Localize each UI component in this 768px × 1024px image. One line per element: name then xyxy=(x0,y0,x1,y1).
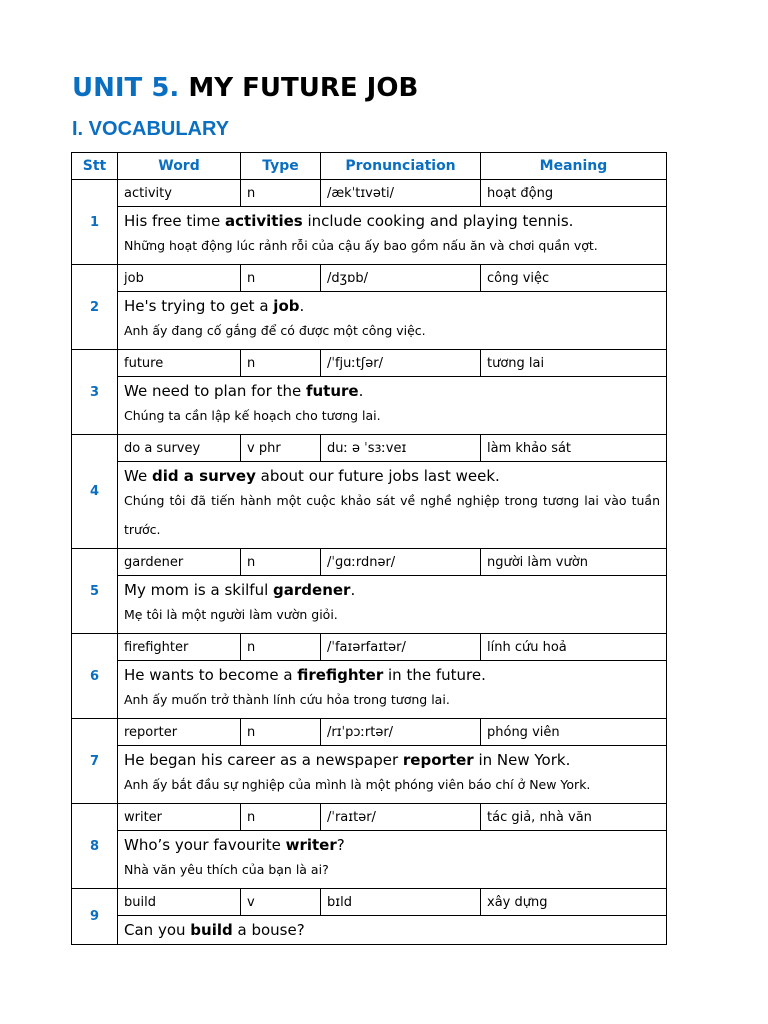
example-row xyxy=(72,462,667,549)
example-translation: Nhà văn yêu thích của bạn là ai? xyxy=(124,862,329,877)
table-row xyxy=(72,350,667,377)
table-header-row xyxy=(72,153,667,180)
example-keyword: job xyxy=(273,297,300,315)
example-sentence: We did a survey about our future jobs last week. xyxy=(124,467,500,485)
entry-number: 5 xyxy=(72,549,118,634)
example-row xyxy=(72,831,667,889)
entry-number: 7 xyxy=(72,719,118,804)
entry-meaning: tương lai xyxy=(481,350,667,377)
unit-number: UNIT 5. xyxy=(72,73,180,103)
example-translation: Chúng tôi đã tiến hành một cuộc khảo sát về nghề nghiệp trong tương lai vào tuần trước. xyxy=(124,493,660,537)
entry-number: 8 xyxy=(72,804,118,889)
example-sentence: He wants to become a firefighter in the future. xyxy=(124,666,486,684)
entry-meaning: hoạt động xyxy=(481,180,667,207)
entry-word: firefighter xyxy=(118,634,241,661)
example-row xyxy=(72,576,667,634)
entry-pronunciation: /ˈfaɪərfaɪtər/ xyxy=(321,634,481,661)
example-cell xyxy=(118,661,667,719)
example-translation: Mẹ tôi là một người làm vườn giỏi. xyxy=(124,607,338,622)
header-type: Type xyxy=(241,153,321,180)
entry-type: n xyxy=(241,180,321,207)
entry-pronunciation: /rɪˈpɔːrtər/ xyxy=(321,719,481,746)
entry-meaning: công việc xyxy=(481,265,667,292)
vocabulary-table xyxy=(71,152,667,945)
example-keyword: writer xyxy=(285,836,337,854)
example-row xyxy=(72,207,667,265)
entry-pronunciation: duː ə ˈsɜːveɪ xyxy=(321,435,481,462)
example-sentence: My mom is a skilful gardener. xyxy=(124,581,356,599)
table-row xyxy=(72,549,667,576)
entry-meaning: tác giả, nhà văn xyxy=(481,804,667,831)
entry-number: 9 xyxy=(72,889,118,945)
entry-meaning: lính cứu hoả xyxy=(481,634,667,661)
header-stt: Stt xyxy=(72,153,118,180)
entry-type: n xyxy=(241,350,321,377)
entry-meaning: xây dựng xyxy=(481,889,667,916)
entry-word: future xyxy=(118,350,241,377)
header-meaning: Meaning xyxy=(481,153,667,180)
example-keyword: firefighter xyxy=(297,666,384,684)
entry-word: reporter xyxy=(118,719,241,746)
example-keyword: build xyxy=(190,921,233,939)
example-keyword: gardener xyxy=(273,581,351,599)
entry-type: n xyxy=(241,265,321,292)
section-heading: I. VOCABULARY xyxy=(72,118,230,140)
example-sentence: He's trying to get a job. xyxy=(124,297,305,315)
example-cell xyxy=(118,377,667,435)
entry-meaning: làm khảo sát xyxy=(481,435,667,462)
entry-type: n xyxy=(241,804,321,831)
entry-number: 4 xyxy=(72,435,118,549)
vocabulary-rows xyxy=(72,180,667,945)
example-sentence: Can you build a bouse? xyxy=(124,921,305,939)
entry-number: 1 xyxy=(72,180,118,265)
example-row xyxy=(72,746,667,804)
table-row xyxy=(72,719,667,746)
example-cell xyxy=(118,462,667,549)
example-cell xyxy=(118,207,667,265)
entry-word: gardener xyxy=(118,549,241,576)
page-title xyxy=(72,70,418,106)
example-cell xyxy=(118,831,667,889)
example-cell xyxy=(118,746,667,804)
entry-meaning: phóng viên xyxy=(481,719,667,746)
table-row xyxy=(72,889,667,916)
table-row xyxy=(72,435,667,462)
entry-pronunciation: /dʒɒb/ xyxy=(321,265,481,292)
entry-pronunciation: /ˈɡɑːrdnər/ xyxy=(321,549,481,576)
example-translation: Anh ấy muốn trở thành lính cứu hỏa trong tương lai. xyxy=(124,692,450,707)
header-word: Word xyxy=(118,153,241,180)
example-keyword: activities xyxy=(225,212,303,230)
example-keyword: future xyxy=(305,382,359,400)
example-sentence: Who’s your favourite writer? xyxy=(124,836,345,854)
example-translation: Những hoạt động lúc rảnh rỗi của cậu ấy bao gồm nấu ăn và chơi quần vợt. xyxy=(124,238,598,253)
example-sentence: He began his career as a newspaper reporter in New York. xyxy=(124,751,571,769)
table-row xyxy=(72,265,667,292)
entry-type: n xyxy=(241,549,321,576)
entry-word: build xyxy=(118,889,241,916)
example-cell xyxy=(118,292,667,350)
example-row xyxy=(72,292,667,350)
example-row xyxy=(72,661,667,719)
entry-number: 6 xyxy=(72,634,118,719)
example-cell xyxy=(118,576,667,634)
entry-pronunciation: bɪld xyxy=(321,889,481,916)
example-sentence: We need to plan for the future. xyxy=(124,382,364,400)
entry-meaning: người làm vườn xyxy=(481,549,667,576)
unit-name: MY FUTURE JOB xyxy=(188,73,419,103)
entry-number: 3 xyxy=(72,350,118,435)
entry-word: do a survey xyxy=(118,435,241,462)
example-translation: Chúng ta cần lập kế hoạch cho tương lai. xyxy=(124,408,381,423)
table-row xyxy=(72,180,667,207)
example-cell xyxy=(118,916,667,945)
example-sentence: His free time activities include cooking and playing tennis. xyxy=(124,212,574,230)
table-row xyxy=(72,634,667,661)
entry-word: activity xyxy=(118,180,241,207)
example-row xyxy=(72,916,667,945)
entry-type: v phr xyxy=(241,435,321,462)
entry-type: n xyxy=(241,719,321,746)
example-row xyxy=(72,377,667,435)
example-translation: Anh ấy bắt đầu sự nghiệp của mình là một phóng viên báo chí ở New York. xyxy=(124,777,591,792)
table-row xyxy=(72,804,667,831)
entry-type: n xyxy=(241,634,321,661)
entry-pronunciation: /ˈraɪtər/ xyxy=(321,804,481,831)
entry-pronunciation: /ækˈtɪvəti/ xyxy=(321,180,481,207)
entry-pronunciation: /ˈfjuːtʃər/ xyxy=(321,350,481,377)
example-keyword: reporter xyxy=(402,751,474,769)
header-pronunciation: Pronunciation xyxy=(321,153,481,180)
entry-type: v xyxy=(241,889,321,916)
entry-word: writer xyxy=(118,804,241,831)
entry-word: job xyxy=(118,265,241,292)
example-keyword: did a survey xyxy=(151,467,256,485)
example-translation: Anh ấy đang cố gắng để có được một công việc. xyxy=(124,323,426,338)
entry-number: 2 xyxy=(72,265,118,350)
